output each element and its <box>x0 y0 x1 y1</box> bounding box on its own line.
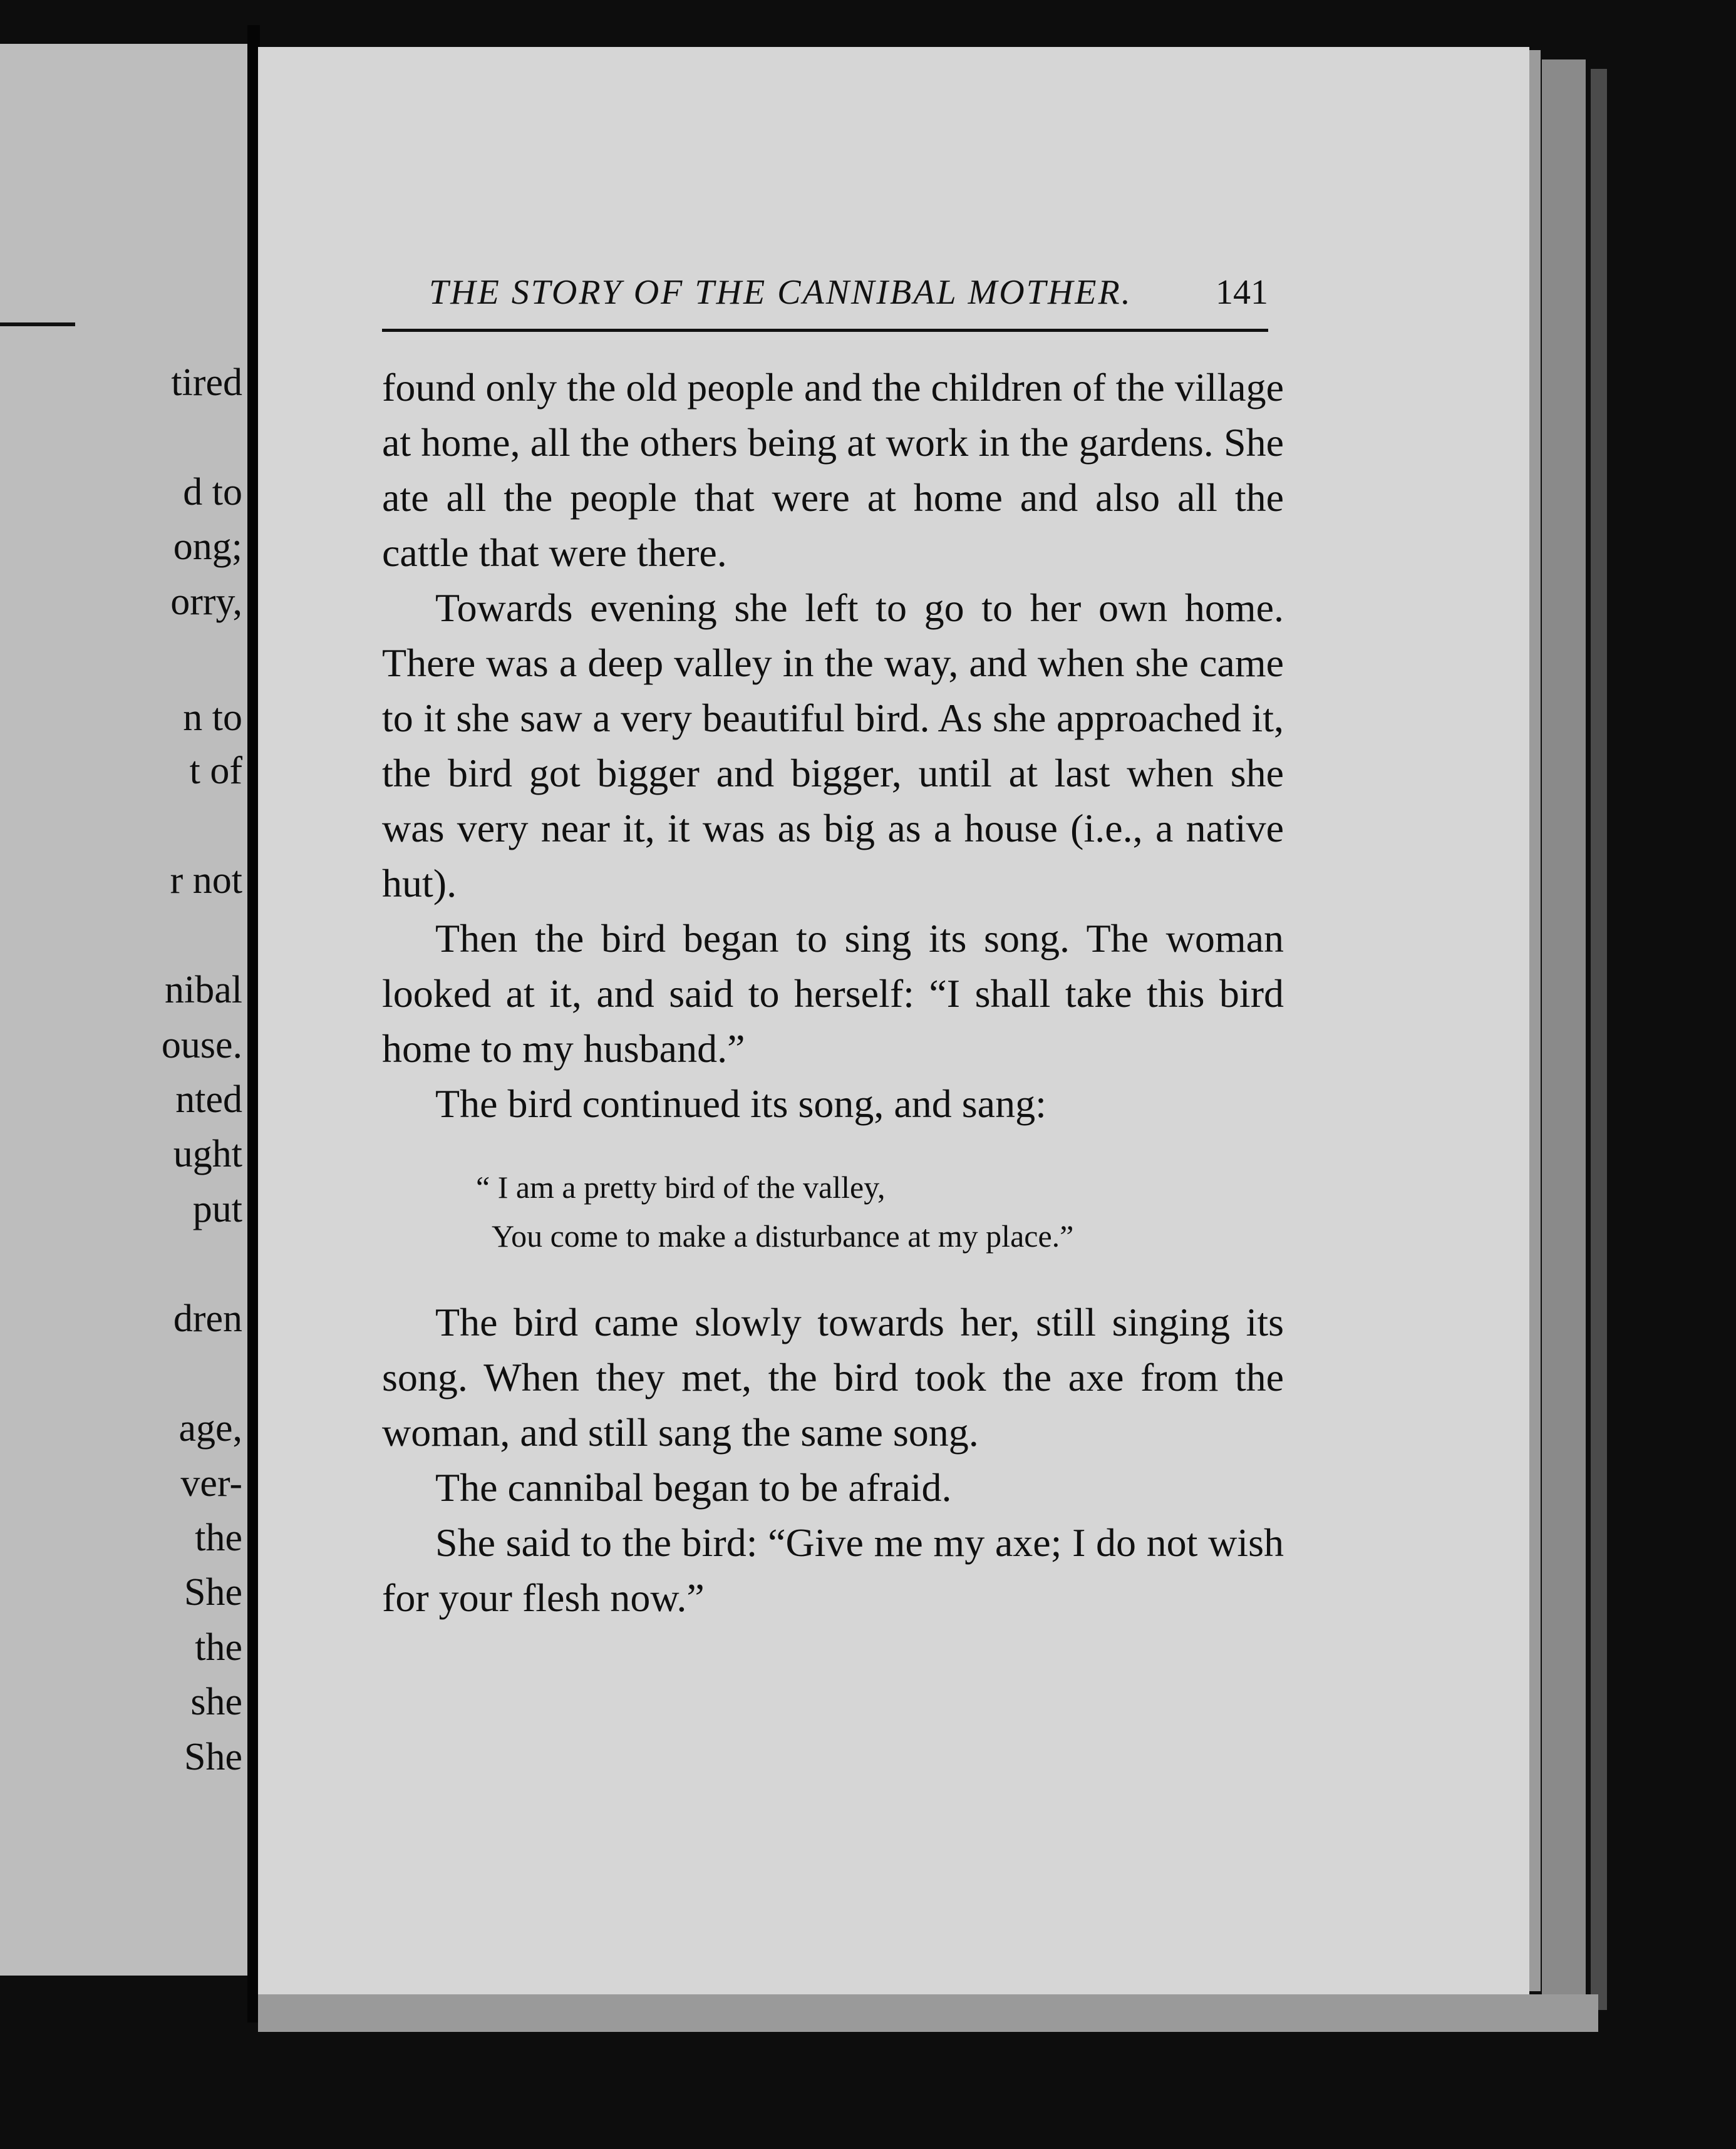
left-page-line: r not <box>170 859 242 902</box>
verse-line: “ I am a pretty bird of the valley, <box>476 1170 886 1205</box>
paragraph: The cannibal began to be afraid. <box>435 1465 952 1510</box>
paragraph: Then the bird began to sing its song. The woman looked at it, and said to herself: “I shall take this bird home to my husband.” <box>382 916 1284 1071</box>
left-page-line: nibal <box>165 969 242 1011</box>
left-page-line: tired <box>171 361 242 404</box>
header-rule <box>382 329 1268 332</box>
left-page-line: ver- <box>180 1462 242 1505</box>
left-page-line: she <box>190 1681 242 1723</box>
left-page-line: t of <box>189 750 242 792</box>
page-edge <box>1591 69 1607 2010</box>
verse-line: You come to make a disturbance at my place.” <box>492 1219 1074 1254</box>
left-page-line: n to <box>183 696 242 739</box>
left-page-line: put <box>192 1188 242 1230</box>
page-edge <box>1542 59 1586 2013</box>
body-text <box>382 360 1284 1626</box>
running-head: THE STORY OF THE CANNIBAL MOTHER. <box>429 273 1132 312</box>
paragraph: The bird came slowly towards her, still singing its song. When they met, the bird took the axe from the woman, and still sang the same song. <box>382 1300 1284 1455</box>
left-page <box>0 44 247 1976</box>
left-page-line: age, <box>178 1407 242 1450</box>
page-bottom-edge <box>258 1994 1598 2032</box>
left-page-line: orry, <box>170 580 242 623</box>
left-page-line: d to <box>183 471 242 513</box>
paragraph: She said to the bird: “Give me my axe; I do not wish for your flesh now.” <box>382 1520 1284 1620</box>
left-page-line: She <box>184 1736 242 1778</box>
left-page-line: the <box>195 1626 242 1669</box>
paragraph: Towards evening she left to go to her own home. There was a deep valley in the way, and when she came to it she saw a very beautiful bird. As she approached it, the bird got bigger and bigger, until at last when she was very near it, it was as big as a house (i.e., a native hut). <box>382 585 1284 905</box>
page-header <box>429 272 1268 329</box>
paragraph: The bird continued its song, and sang: <box>435 1081 1046 1126</box>
left-page-line: ught <box>173 1133 242 1175</box>
page-number: 141 <box>1216 273 1268 312</box>
song-verse <box>476 1163 1284 1260</box>
paragraph: found only the old people and the children of the village at home, all the others being at work in the gardens. She ate all the people that were at home and also all the cattle that were there. <box>382 365 1284 575</box>
left-page-line: nted <box>175 1078 242 1121</box>
left-page-line: She <box>184 1571 242 1614</box>
left-page-line: the <box>195 1517 242 1559</box>
left-page-line: ong; <box>173 525 242 568</box>
left-page-rule <box>0 322 75 326</box>
left-page-line: dren <box>173 1297 242 1340</box>
left-page-line: ouse. <box>161 1024 242 1066</box>
page-edge <box>1529 50 1541 1991</box>
